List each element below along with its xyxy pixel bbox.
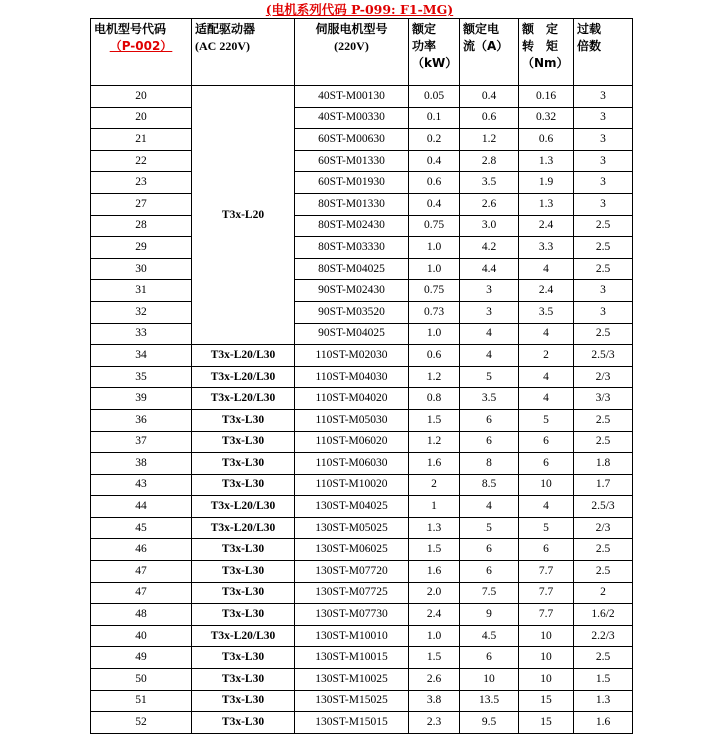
cell-motor-code: 35 <box>91 366 192 388</box>
cell-rated-torque: 10 <box>519 625 574 647</box>
cell-motor-model: 90ST-M02430 <box>295 280 409 302</box>
cell-motor-code: 37 <box>91 431 192 453</box>
table-row <box>91 107 633 129</box>
cell-rated-current: 3 <box>460 280 519 302</box>
cell-motor-code: 38 <box>91 453 192 475</box>
cell-motor-code: 28 <box>91 215 192 237</box>
cell-motor-model: 110ST-M05030 <box>295 409 409 431</box>
cell-motor-model: 130ST-M10015 <box>295 647 409 669</box>
cell-rated-power: 2.0 <box>409 582 460 604</box>
cell-rated-torque: 2.4 <box>519 280 574 302</box>
cell-motor-code: 34 <box>91 345 192 367</box>
cell-driver: T3x-L30 <box>192 453 295 475</box>
table-row <box>91 453 633 475</box>
cell-rated-torque: 6 <box>519 539 574 561</box>
cell-overload: 2/3 <box>574 366 633 388</box>
cell-motor-model: 80ST-M01330 <box>295 193 409 215</box>
cell-motor-model: 60ST-M01330 <box>295 150 409 172</box>
cell-rated-current: 8 <box>460 453 519 475</box>
table-row <box>91 496 633 518</box>
cell-motor-code: 31 <box>91 280 192 302</box>
cell-rated-torque: 15 <box>519 712 574 734</box>
cell-rated-torque: 4 <box>519 258 574 280</box>
cell-rated-power: 1.5 <box>409 647 460 669</box>
cell-motor-code: 52 <box>91 712 192 734</box>
cell-rated-power: 2.6 <box>409 669 460 691</box>
cell-rated-power: 0.4 <box>409 150 460 172</box>
cell-motor-model: 40ST-M00130 <box>295 86 409 108</box>
cell-motor-code: 51 <box>91 690 192 712</box>
cell-rated-current: 5 <box>460 517 519 539</box>
cell-rated-current: 4 <box>460 345 519 367</box>
cell-rated-current: 7.5 <box>460 582 519 604</box>
cell-overload: 2.2/3 <box>574 625 633 647</box>
cell-rated-torque: 4 <box>519 366 574 388</box>
cell-rated-torque: 6 <box>519 431 574 453</box>
cell-motor-model: 130ST-M07730 <box>295 604 409 626</box>
table-row <box>91 237 633 259</box>
cell-rated-torque: 6 <box>519 453 574 475</box>
cell-rated-current: 6 <box>460 431 519 453</box>
cell-overload: 2.5 <box>574 431 633 453</box>
cell-overload: 3 <box>574 172 633 194</box>
cell-motor-model: 130ST-M07725 <box>295 582 409 604</box>
cell-overload: 1.8 <box>574 453 633 475</box>
table-row <box>91 366 633 388</box>
table-row <box>91 690 633 712</box>
table-row <box>91 409 633 431</box>
cell-rated-current: 8.5 <box>460 474 519 496</box>
cell-overload: 2.5 <box>574 561 633 583</box>
cell-motor-model: 80ST-M03330 <box>295 237 409 259</box>
cell-motor-model: 40ST-M00330 <box>295 107 409 129</box>
cell-rated-current: 0.6 <box>460 107 519 129</box>
cell-motor-code: 36 <box>91 409 192 431</box>
cell-motor-code: 23 <box>91 172 192 194</box>
cell-driver: T3x-L30 <box>192 604 295 626</box>
cell-motor-code: 32 <box>91 301 192 323</box>
cell-overload: 3 <box>574 150 633 172</box>
cell-rated-power: 3.8 <box>409 690 460 712</box>
cell-driver: T3x-L30 <box>192 539 295 561</box>
cell-rated-current: 6 <box>460 647 519 669</box>
cell-rated-current: 9 <box>460 604 519 626</box>
cell-rated-torque: 15 <box>519 690 574 712</box>
cell-rated-power: 1.2 <box>409 431 460 453</box>
cell-motor-code: 46 <box>91 539 192 561</box>
cell-motor-model: 110ST-M06020 <box>295 431 409 453</box>
table-row <box>91 474 633 496</box>
cell-rated-torque: 4 <box>519 496 574 518</box>
cell-rated-power: 1.0 <box>409 625 460 647</box>
cell-rated-power: 1.0 <box>409 258 460 280</box>
cell-rated-torque: 1.3 <box>519 150 574 172</box>
table-row <box>91 129 633 151</box>
cell-motor-code: 45 <box>91 517 192 539</box>
cell-motor-model: 60ST-M01930 <box>295 172 409 194</box>
cell-driver: T3x-L20/L30 <box>192 388 295 410</box>
cell-driver: T3x-L30 <box>192 431 295 453</box>
cell-rated-current: 4.2 <box>460 237 519 259</box>
cell-motor-model: 60ST-M00630 <box>295 129 409 151</box>
cell-rated-torque: 3.5 <box>519 301 574 323</box>
cell-driver: T3x-L20/L30 <box>192 366 295 388</box>
cell-overload: 3 <box>574 280 633 302</box>
cell-rated-power: 0.75 <box>409 215 460 237</box>
header-overload: 过载 倍数 <box>574 19 633 86</box>
cell-motor-code: 48 <box>91 604 192 626</box>
cell-motor-model: 130ST-M15015 <box>295 712 409 734</box>
table-row <box>91 669 633 691</box>
cell-overload: 1.6 <box>574 712 633 734</box>
table-row <box>91 604 633 626</box>
cell-rated-current: 10 <box>460 669 519 691</box>
cell-motor-code: 47 <box>91 582 192 604</box>
cell-overload: 2.5 <box>574 215 633 237</box>
cell-rated-power: 1.2 <box>409 366 460 388</box>
cell-rated-torque: 10 <box>519 647 574 669</box>
cell-rated-current: 1.2 <box>460 129 519 151</box>
cell-rated-torque: 0.16 <box>519 86 574 108</box>
cell-rated-power: 2.3 <box>409 712 460 734</box>
cell-motor-model: 130ST-M07720 <box>295 561 409 583</box>
cell-rated-current: 9.5 <box>460 712 519 734</box>
cell-rated-current: 3 <box>460 301 519 323</box>
cell-motor-model: 80ST-M02430 <box>295 215 409 237</box>
cell-driver: T3x-L20/L30 <box>192 517 295 539</box>
cell-overload: 3 <box>574 301 633 323</box>
cell-motor-model: 110ST-M02030 <box>295 345 409 367</box>
cell-overload: 1.6/2 <box>574 604 633 626</box>
cell-rated-torque: 3.3 <box>519 237 574 259</box>
cell-rated-torque: 2 <box>519 345 574 367</box>
cell-rated-current: 6 <box>460 409 519 431</box>
cell-rated-power: 0.6 <box>409 172 460 194</box>
cell-rated-torque: 7.7 <box>519 604 574 626</box>
cell-motor-model: 130ST-M04025 <box>295 496 409 518</box>
table-row <box>91 323 633 345</box>
table-row <box>91 539 633 561</box>
cell-driver: T3x-L30 <box>192 690 295 712</box>
table-row <box>91 712 633 734</box>
cell-driver: T3x-L30 <box>192 561 295 583</box>
cell-overload: 3 <box>574 193 633 215</box>
table-row <box>91 431 633 453</box>
cell-rated-power: 1 <box>409 496 460 518</box>
table-row <box>91 582 633 604</box>
header-rated-power: 额定 功率 （kW） <box>409 19 460 86</box>
cell-rated-power: 1.6 <box>409 453 460 475</box>
cell-motor-code: 44 <box>91 496 192 518</box>
cell-rated-current: 5 <box>460 366 519 388</box>
cell-motor-code: 40 <box>91 625 192 647</box>
cell-rated-power: 1.0 <box>409 237 460 259</box>
cell-overload: 2.5/3 <box>574 345 633 367</box>
cell-motor-model: 130ST-M10025 <box>295 669 409 691</box>
table-row <box>91 172 633 194</box>
table-row <box>91 150 633 172</box>
cell-rated-torque: 4 <box>519 388 574 410</box>
table-row <box>91 280 633 302</box>
cell-rated-current: 4 <box>460 496 519 518</box>
header-rated-current: 额定电 流（A） <box>460 19 519 86</box>
cell-motor-code: 21 <box>91 129 192 151</box>
cell-motor-code: 20 <box>91 107 192 129</box>
cell-rated-power: 1.6 <box>409 561 460 583</box>
cell-overload: 3 <box>574 107 633 129</box>
cell-rated-torque: 0.32 <box>519 107 574 129</box>
table-row <box>91 561 633 583</box>
table-row <box>91 345 633 367</box>
table-row <box>91 215 633 237</box>
cell-motor-model: 130ST-M06025 <box>295 539 409 561</box>
cell-overload: 1.7 <box>574 474 633 496</box>
cell-overload: 2.5 <box>574 323 633 345</box>
table-row <box>91 86 633 108</box>
cell-rated-torque: 2.4 <box>519 215 574 237</box>
cell-overload: 2.5 <box>574 539 633 561</box>
cell-rated-torque: 7.7 <box>519 582 574 604</box>
cell-overload: 2.5 <box>574 647 633 669</box>
cell-motor-model: 80ST-M04025 <box>295 258 409 280</box>
table-row <box>91 193 633 215</box>
cell-rated-power: 1.5 <box>409 539 460 561</box>
cell-motor-code: 47 <box>91 561 192 583</box>
cell-driver-merged: T3x-L20 <box>192 86 295 345</box>
cell-motor-code: 29 <box>91 237 192 259</box>
cell-driver: T3x-L30 <box>192 582 295 604</box>
cell-overload: 1.5 <box>574 669 633 691</box>
cell-overload: 1.3 <box>574 690 633 712</box>
table-row <box>91 647 633 669</box>
table-row <box>91 301 633 323</box>
cell-driver: T3x-L30 <box>192 669 295 691</box>
cell-rated-current: 4 <box>460 323 519 345</box>
cell-rated-power: 0.4 <box>409 193 460 215</box>
document-title: (电机系列代码 P-099: F1-MG) <box>265 2 454 17</box>
table-row <box>91 388 633 410</box>
cell-motor-model: 130ST-M10010 <box>295 625 409 647</box>
cell-rated-current: 3.5 <box>460 388 519 410</box>
cell-rated-torque: 4 <box>519 323 574 345</box>
cell-motor-model: 130ST-M15025 <box>295 690 409 712</box>
cell-overload: 3 <box>574 86 633 108</box>
cell-motor-model: 110ST-M04020 <box>295 388 409 410</box>
cell-overload: 2.5 <box>574 258 633 280</box>
cell-driver: T3x-L30 <box>192 474 295 496</box>
cell-rated-torque: 1.9 <box>519 172 574 194</box>
cell-rated-power: 2.4 <box>409 604 460 626</box>
cell-rated-power: 1.0 <box>409 323 460 345</box>
header-rated-torque: 额 定 转 矩 （Nm） <box>519 19 574 86</box>
header-motor-model: 伺服电机型号 (220V) <box>295 19 409 86</box>
cell-driver: T3x-L30 <box>192 409 295 431</box>
cell-motor-model: 90ST-M03520 <box>295 301 409 323</box>
cell-rated-power: 0.2 <box>409 129 460 151</box>
cell-overload: 2/3 <box>574 517 633 539</box>
cell-rated-power: 0.05 <box>409 86 460 108</box>
cell-motor-model: 110ST-M10020 <box>295 474 409 496</box>
cell-motor-model: 130ST-M05025 <box>295 517 409 539</box>
cell-overload: 2.5 <box>574 409 633 431</box>
cell-motor-code: 39 <box>91 388 192 410</box>
cell-rated-current: 4.5 <box>460 625 519 647</box>
cell-motor-code: 30 <box>91 258 192 280</box>
cell-rated-torque: 5 <box>519 409 574 431</box>
cell-rated-power: 2 <box>409 474 460 496</box>
table-row <box>91 625 633 647</box>
cell-driver: T3x-L30 <box>192 712 295 734</box>
cell-motor-model: 90ST-M04025 <box>295 323 409 345</box>
cell-rated-current: 2.8 <box>460 150 519 172</box>
cell-driver: T3x-L30 <box>192 647 295 669</box>
cell-rated-power: 1.5 <box>409 409 460 431</box>
cell-motor-code: 22 <box>91 150 192 172</box>
cell-overload: 2.5/3 <box>574 496 633 518</box>
cell-rated-current: 4.4 <box>460 258 519 280</box>
cell-overload: 2.5 <box>574 237 633 259</box>
header-row <box>91 19 633 86</box>
cell-driver: T3x-L20/L30 <box>192 625 295 647</box>
cell-rated-torque: 7.7 <box>519 561 574 583</box>
cell-rated-power: 0.73 <box>409 301 460 323</box>
param-code-link: （P-002） <box>109 39 173 53</box>
cell-overload: 2 <box>574 582 633 604</box>
cell-rated-power: 0.8 <box>409 388 460 410</box>
cell-driver: T3x-L20/L30 <box>192 496 295 518</box>
cell-motor-code: 33 <box>91 323 192 345</box>
cell-motor-code: 27 <box>91 193 192 215</box>
cell-motor-model: 110ST-M04030 <box>295 366 409 388</box>
cell-rated-torque: 10 <box>519 669 574 691</box>
cell-overload: 3/3 <box>574 388 633 410</box>
cell-overload: 3 <box>574 129 633 151</box>
cell-rated-power: 0.6 <box>409 345 460 367</box>
cell-rated-torque: 0.6 <box>519 129 574 151</box>
table-row <box>91 258 633 280</box>
header-driver: 适配驱动器 (AC 220V) <box>192 19 295 86</box>
cell-rated-current: 3.5 <box>460 172 519 194</box>
table-row <box>91 517 633 539</box>
cell-rated-current: 3.0 <box>460 215 519 237</box>
cell-motor-code: 43 <box>91 474 192 496</box>
cell-motor-code: 50 <box>91 669 192 691</box>
cell-rated-current: 2.6 <box>460 193 519 215</box>
cell-rated-current: 6 <box>460 561 519 583</box>
cell-rated-power: 0.1 <box>409 107 460 129</box>
cell-rated-power: 0.75 <box>409 280 460 302</box>
cell-motor-model: 110ST-M06030 <box>295 453 409 475</box>
cell-motor-code: 49 <box>91 647 192 669</box>
cell-rated-current: 0.4 <box>460 86 519 108</box>
cell-motor-code: 20 <box>91 86 192 108</box>
motor-spec-table <box>90 18 633 734</box>
cell-rated-power: 1.3 <box>409 517 460 539</box>
cell-rated-current: 13.5 <box>460 690 519 712</box>
cell-rated-torque: 5 <box>519 517 574 539</box>
header-motor-code: 电机型号代码 （P-002） <box>91 19 192 86</box>
cell-rated-current: 6 <box>460 539 519 561</box>
cell-driver: T3x-L20/L30 <box>192 345 295 367</box>
cell-rated-torque: 1.3 <box>519 193 574 215</box>
cell-rated-torque: 10 <box>519 474 574 496</box>
